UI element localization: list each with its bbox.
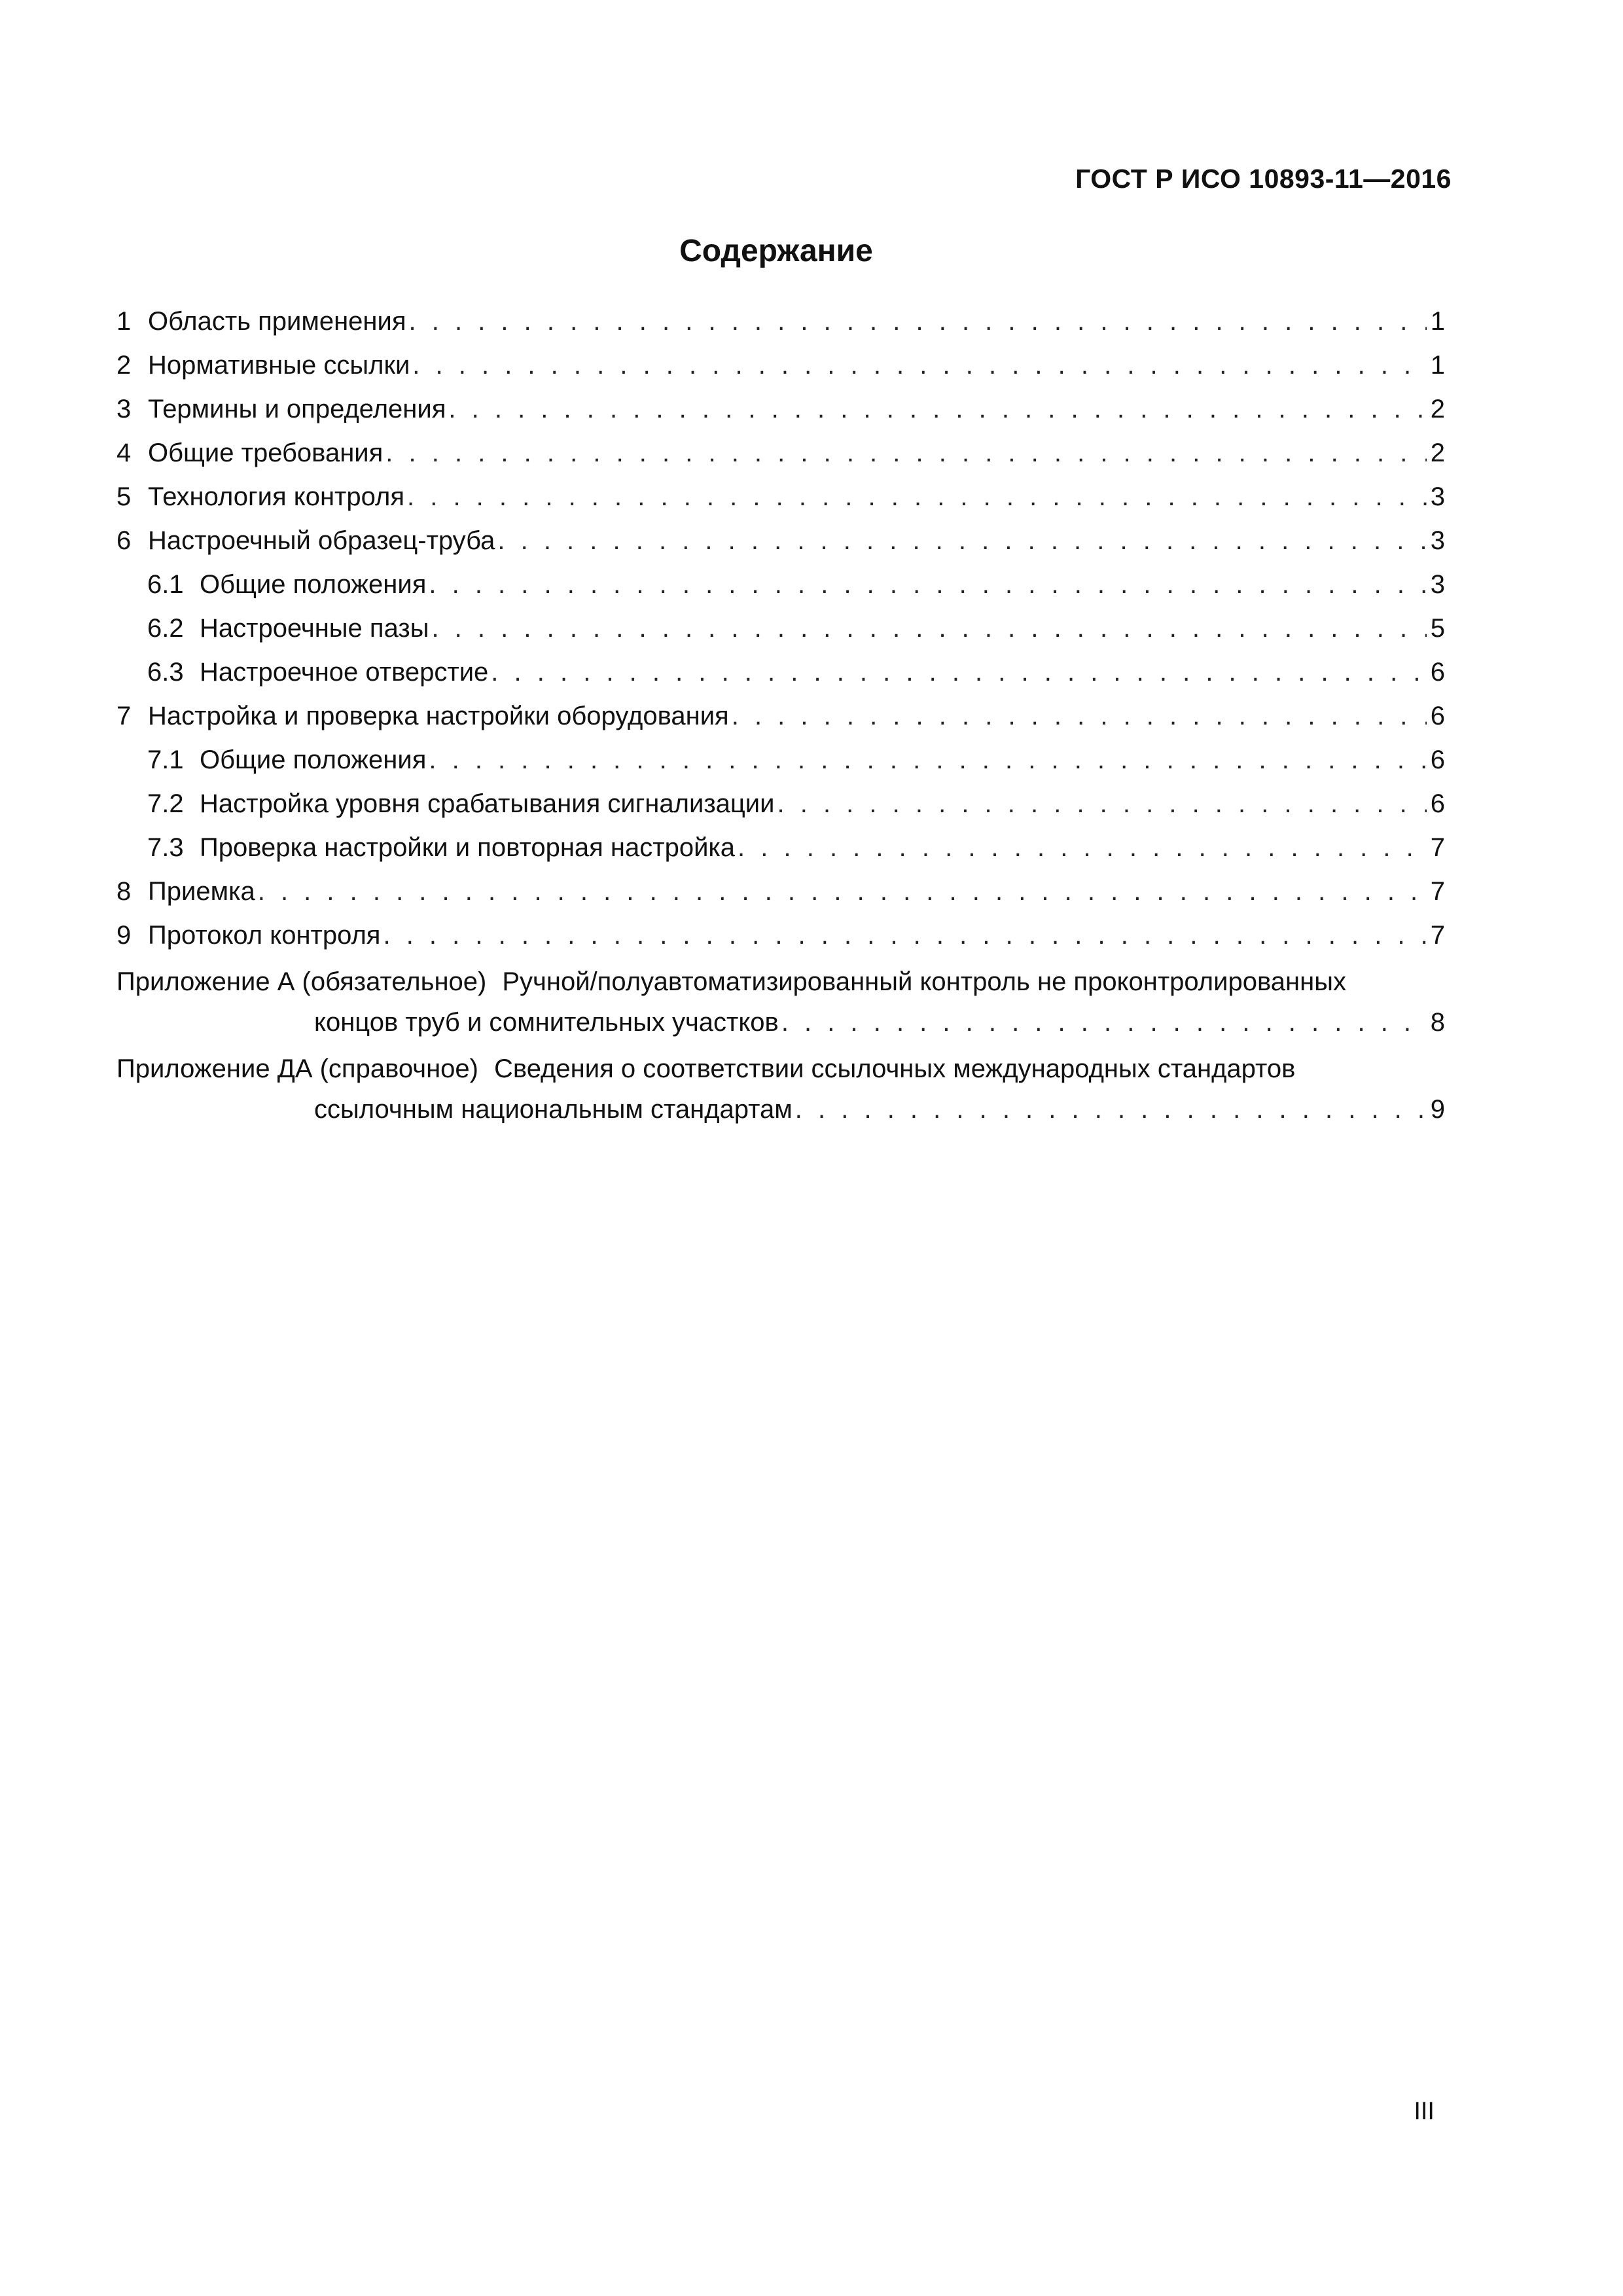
toc-entry-number: 7.3 [147,833,184,862]
toc-entry[interactable] [116,431,1445,475]
toc-entry-number: 6.2 [147,614,184,643]
toc-entry-page: 6 [1430,789,1445,818]
toc-entry-number: 1 [116,307,132,336]
toc-entry[interactable] [116,300,1445,344]
toc-subentry[interactable] [116,738,1445,782]
toc-entry-title: Технология контроля [148,482,404,511]
dot-leader [407,475,1427,519]
dot-leader [497,519,1426,563]
dot-leader [412,344,1426,387]
toc-entry-title: Приемка [148,877,255,906]
toc-entry-page: 2 [1430,395,1445,423]
annex-title-line1: Ручной/полуавтоматизированный контроль не проконтролированных [502,967,1346,996]
toc-entry-title: Общие положения [200,570,427,599]
toc-entry-title: Настройка уровня срабатывания сигнализации [200,789,775,818]
toc-entry-title: Настроечные пазы [200,614,429,643]
toc-entry-title: Нормативные ссылки [148,351,410,380]
toc-annex-entry[interactable] [116,960,1445,1045]
toc-subentry[interactable] [116,826,1445,870]
toc-entry[interactable] [116,870,1445,914]
page-number: III [1414,2098,1435,2125]
toc-title: Содержание [679,234,873,268]
toc-entry-number: 7 [116,702,132,730]
toc-entry[interactable] [116,475,1445,519]
toc-entry-number: 2 [116,351,132,380]
toc-entry-title: Настройка и проверка настройки оборудования [148,702,729,730]
dot-leader [431,607,1426,651]
toc-entry-number: 3 [116,395,132,423]
dot-leader [738,826,1427,870]
annex-title-line1: Сведения о соответствии ссылочных международных стандартов [494,1054,1296,1083]
toc-entry-page: 3 [1430,482,1445,511]
toc-entry-page: 7 [1430,877,1445,906]
toc-entry-number: 6 [116,526,132,555]
dot-leader [777,782,1427,826]
toc-entry-title: Область применения [148,307,406,336]
annex-label: Приложение ДА (справочное) [116,1054,478,1083]
dot-leader [448,387,1426,431]
dot-leader [258,870,1427,914]
annex-label: Приложение А (обязательное) [116,967,487,996]
toc-entry-page: 1 [1430,351,1445,380]
toc-subentry[interactable] [116,651,1445,694]
dot-leader [491,651,1426,694]
toc-entry[interactable] [116,387,1445,431]
dot-leader [409,300,1427,344]
toc-entry-page: 1 [1430,307,1445,336]
dot-leader [795,1088,1427,1132]
toc-entry-number: 6.1 [147,570,184,599]
toc-entry-page: 3 [1430,526,1445,555]
toc-entry-page: 6 [1430,745,1445,774]
toc-entry-title: Настроечное отверстие [200,658,489,687]
dot-leader [429,563,1426,607]
annex-title-line2: концов труб и сомнительных участков [314,1008,779,1037]
toc-entry-page: 7 [1430,833,1445,862]
dot-leader [385,431,1426,475]
toc-subentry[interactable] [116,563,1445,607]
toc-entry-page: 6 [1430,702,1445,730]
toc-entry-title: Настроечный образец-труба [148,526,495,555]
dot-leader [781,1001,1427,1045]
toc-entry-number: 5 [116,482,132,511]
toc-annex-entry[interactable] [116,1047,1445,1132]
toc-entry[interactable] [116,914,1445,958]
table-of-contents [116,300,1445,1132]
toc-entry-number: 7.1 [147,745,184,774]
toc-entry-number: 9 [116,921,132,950]
toc-subentry[interactable] [116,607,1445,651]
toc-entry-page: 3 [1430,570,1445,599]
toc-subentry[interactable] [116,782,1445,826]
toc-entry-title: Протокол контроля [148,921,381,950]
toc-entry-page: 5 [1430,614,1445,643]
toc-entry[interactable] [116,519,1445,563]
toc-entry-page: 2 [1430,439,1445,467]
toc-entry-title: Термины и определения [148,395,446,423]
toc-entry-page: 8 [1430,1008,1445,1037]
dot-leader [429,738,1426,782]
document-code: ГОСТ Р ИСО 10893-11—2016 [1075,164,1452,194]
toc-entry[interactable] [116,344,1445,387]
toc-entry-page: 7 [1430,921,1445,950]
toc-entry-number: 6.3 [147,658,184,687]
toc-entry-number: 7.2 [147,789,184,818]
toc-entry-title: Общие требования [148,439,383,467]
toc-entry-number: 4 [116,439,132,467]
toc-entry-number: 8 [116,877,132,906]
toc-entry-title: Проверка настройки и повторная настройка [200,833,736,862]
toc-entry-title: Общие положения [200,745,427,774]
toc-entry-page: 6 [1430,658,1445,687]
annex-title-line2: ссылочным национальным стандартам [314,1095,793,1124]
toc-entry-page: 9 [1430,1095,1445,1124]
toc-entry[interactable] [116,694,1445,738]
dot-leader [732,694,1427,738]
dot-leader [383,914,1426,958]
